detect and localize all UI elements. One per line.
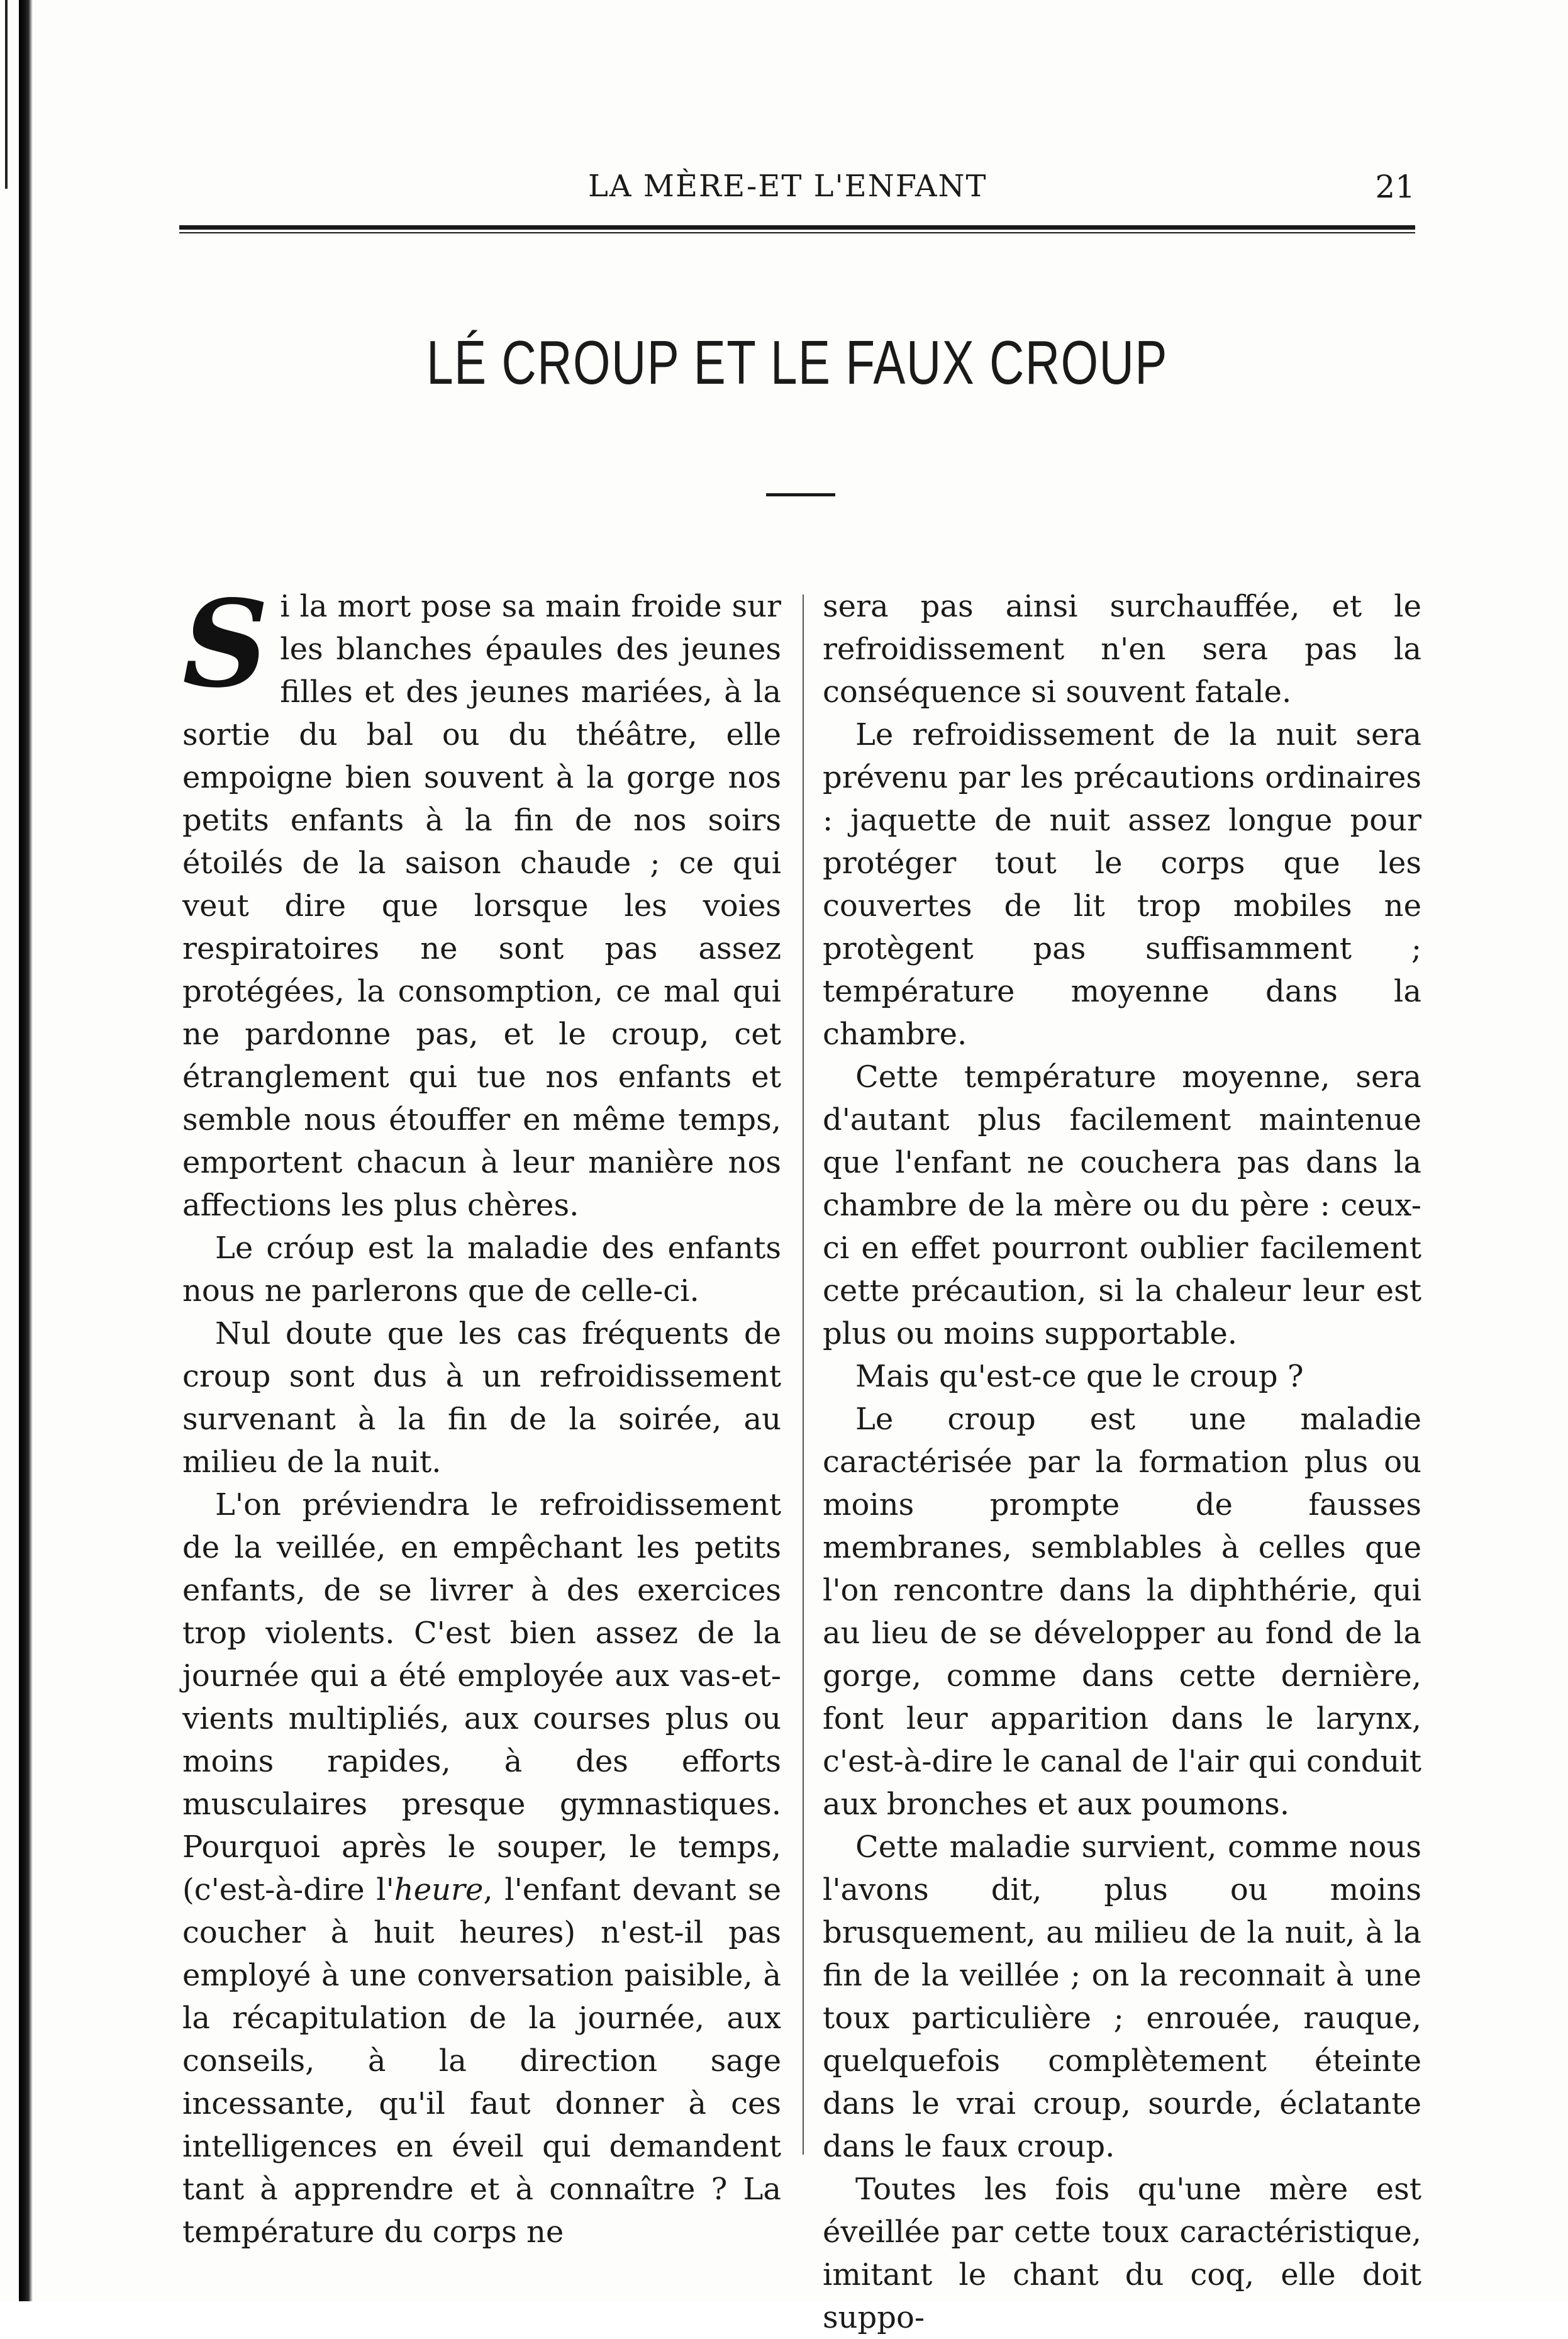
paragraph-3: Nul doute que les cas fréquents de croup sont dus à un refroidissement survenant à la fin de la soirée, au milieu de la nuit. [182, 1316, 781, 1480]
right-column [823, 585, 1421, 2339]
header-rule [179, 225, 1415, 230]
paragraph-continued: sera pas ainsi surchauffée, et le refroidissement n'en sera pas la conséquence si souvent fatale. [823, 589, 1421, 710]
paragraph-10: Toutes les fois qu'une mère est éveillée par cette toux caractéristique, imitant le chant du coq, elle doit suppo- [823, 2172, 1421, 2335]
title-rule [766, 493, 835, 496]
paragraph-5: Le refroidissement de la nuit sera prévenu par les précautions ordinaires : jaquette de nuit assez longue pour protéger tout le corps que les couvertes de lit trop mobiles ne protègent pas suffisamment ; température moyenne dans la chambre. [823, 717, 1421, 1052]
running-title: LA MÈRE-ET L'ENFANT [588, 169, 987, 204]
drop-cap: S [182, 574, 269, 714]
paragraph-1-text: i la mort pose sa main froide sur les blanches épaules des jeunes filles et des jeunes mariées, à la sortie du bal ou du théâtre, elle empoigne bien souvent à la gorge nos petits enfants à la fin de nos soirs étoilés de la saison chaude ; ce qui veut dire que lorsque les voies respiratoires ne sont pas assez protégées, la consomption, ce mal qui ne pardonne pas, et le croup, cet étranglement qui tue nos enfants et semble nous étouffer en même temps, emportent chacun à leur manière nos affections les plus chères. [182, 589, 781, 1223]
paragraph-9: Cette maladie survient, comme nous l'avons dit, plus ou moins brusquement, au milieu de la nuit, à la fin de la veillée ; on la reconnait à une toux particulière ; enrouée, rauque, quelquefois complètement éteinte dans le vrai croup, sourde, éclatante dans le faux croup. [823, 1829, 1421, 2164]
paragraph-4-text-b: , l'enfant devant se coucher à huit heures) n'est-il pas employé à une conversation paisible, à la récapitulation de la journée, aux conseils, à la direction sage incessante, qu'il faut donner à ces intelligences en éveil qui demandent tant à apprendre et à connaître ? La température du corps ne [182, 1872, 782, 2250]
paragraph-4-text-a: L'on préviendra le refroidissement de la veillée, en empêchant les petits enfants, de se livrer à des exercices trop violents. C'est bien assez de la journée qui a été employée aux vas-et-vients multipliés, aux courses plus ou moins rapides, à des efforts musculaires presque gymnastiques. Pourquoi après le souper, le temps, (c'est-à-dire l' [182, 1487, 781, 1907]
paragraph-1 [182, 574, 781, 1227]
header-rule-thin [179, 232, 1415, 233]
binding-edge [19, 0, 33, 2301]
paragraph-7: Mais qu'est-ce que le croup ? [855, 1359, 1304, 1394]
paragraph-4-italic: heure [394, 1872, 484, 1907]
paragraph-4 [182, 1483, 781, 2253]
left-column [182, 574, 782, 2253]
chapter-title: LÉ CROUP ET LE FAUX CROUP [426, 328, 1168, 397]
page-number: 21 [1375, 169, 1415, 205]
column-divider [803, 595, 804, 2155]
paragraph-8: Le croup est une maladie caractérisée par la formation plus ou moins prompte de fausses membranes, semblables à celles que l'on rencontre dans la diphthérie, qui au lieu de se développer au fond de la gorge, comme dans cette dernière, font leur apparition dans le larynx, c'est-à-dire le canal de l'air qui conduit aux bronches et aux poumons. [823, 1402, 1421, 1822]
paragraph-2: Le cróup est la maladie des enfants nous ne parlerons que de celle-ci. [182, 1231, 781, 1309]
binding-mark [5, 0, 8, 189]
paragraph-6: Cette température moyenne, sera d'autant plus facilement maintenue que l'enfant ne couchera pas dans la chambre de la mère ou du père : ceux-ci en effet pourront oublier facilement cette précaution, si la chaleur leur est plus ou moins supportable. [823, 1059, 1421, 1351]
running-head [179, 169, 1415, 225]
